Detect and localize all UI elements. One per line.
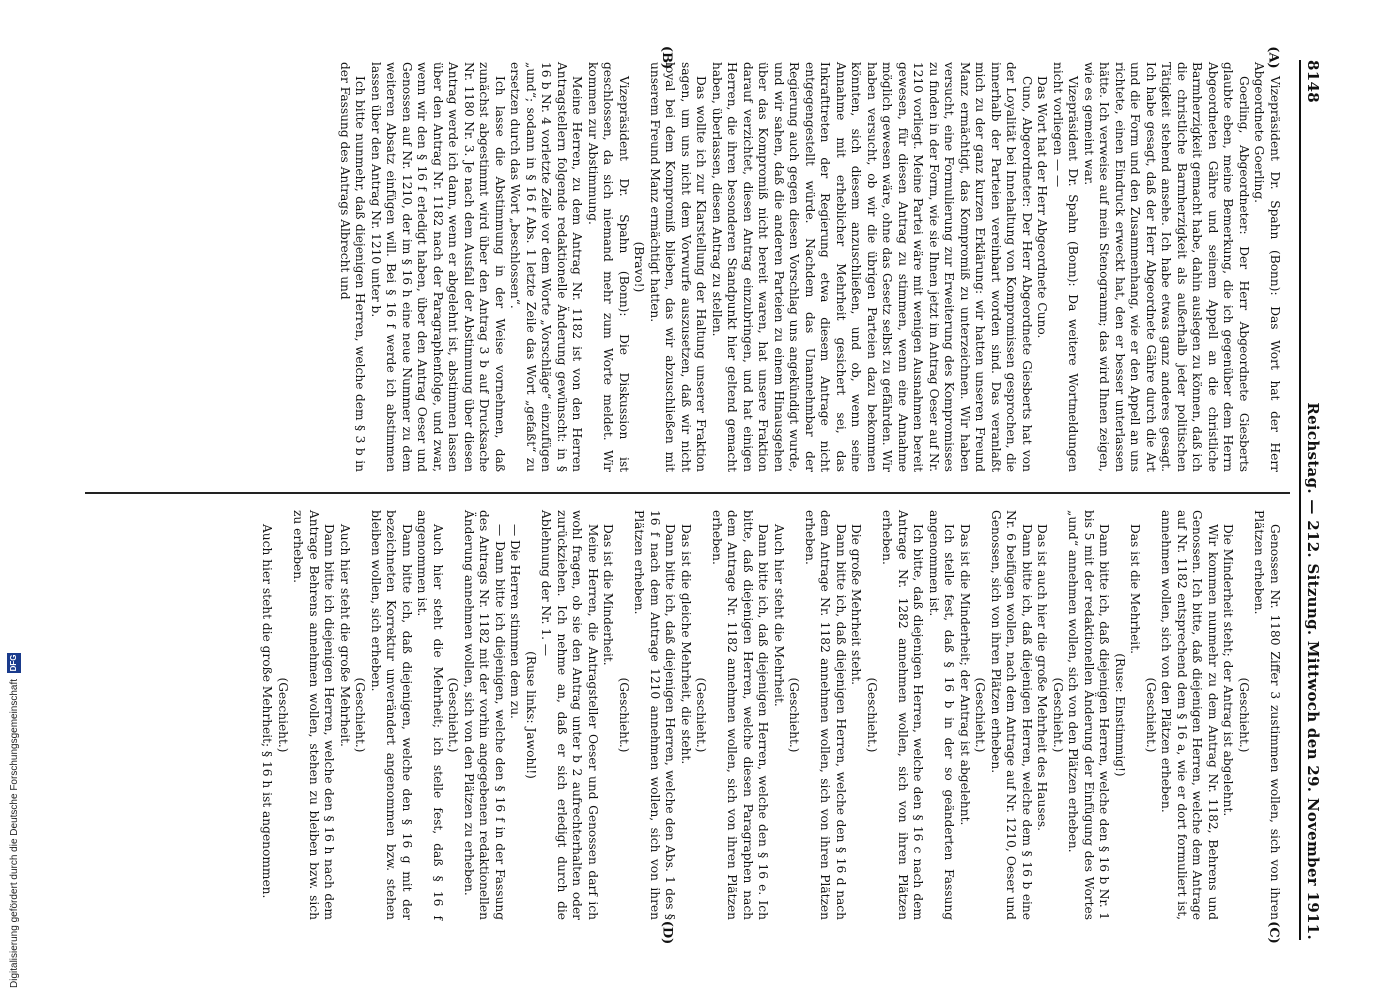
paragraph: Ich bitte nunmehr, daß diejenigen Herren, welche dem § 3 b in der Fassung des Antrags Albrecht und [338, 62, 368, 472]
paragraph: Das ist die Mehrheit. [1128, 524, 1143, 654]
paragraph: Die große Mehrheit steht. [849, 524, 864, 686]
left-column [337, 62, 1283, 472]
paragraph: Vizepräsident Dr. Spahn (Bonn): Da weitere Wortmeldungen nicht vorliegen — — [1051, 62, 1081, 472]
paragraph: (Geschieht.) [973, 677, 988, 753]
paragraph: Ich bitte, daß diejenigen Herren, welche den § 16 c nach dem Antrage Nr. 1282 annehmen wollen, sich von ihren Plätzen erheben. [880, 510, 926, 920]
paragraph: Dann bitte ich, daß diejenigen Herren, welche den § 16 d nach dem Antrage Nr. 1182 annehmen wollen, sich von ihren Plätzen erheben. [803, 510, 848, 920]
paragraph: (Bravo!) [632, 241, 647, 293]
paragraph: — Die Herren stimmen dem zu. [508, 524, 523, 719]
margin-marker-c: (C) [1265, 921, 1281, 944]
paragraph: Dann bitte ich, daß diejenigen, welche den § 16 g mit der bezeichneten Korrektur unverändert angenommen bzw. stehen bleiben wollen, sich erheben. [369, 510, 414, 920]
paragraph: Auch hier steht die große Mehrheit. [338, 524, 352, 747]
paragraph: Das ist die gleiche Mehrheit, die steht. [679, 524, 693, 765]
paragraph: (Ruse: Einstimmig!) [1113, 653, 1127, 777]
header-row [1299, 60, 1322, 940]
right-column [259, 510, 1282, 920]
paragraph: Ich lasse die Abstimmung in der Weise vornehmen, daß zunächst abgestimmt wird über den Antrag 3 b auf Drucksache Nr. 1180 Nr. 3. Je nach dem Ausfall der Abstimmung über diesen Antrag werde ich dann, wenn er abgelehnt ist, abstimmen lassen über den Antrag Nr. 1182 nach der Paragraphenfolge, und zwar, wenn wir den § 16 f erledigt haben, über den Antrag Oeser und Genossen auf Nr. 1210, der im § 16 h eine neue Nummer zu dem weiteren Absatz einfügen will. Bei § 16 f werde ich abstimmen lassen über den Antrag Nr. 1210 unter b. [369, 62, 507, 472]
header-title: Reichstag. — 212. Sitzung. Mittwoch den 29. November 1911. [1304, 402, 1322, 940]
paragraph: Dann bitte ich, daß diejenigen Herren, welche den § 16 b Nr. 1 bis 5 mit der redaktionellen Änderung der Einfügung des Wortes „und“ annehmen wollen, sich von den Plätzen erheben. [1066, 510, 1112, 920]
paragraph: (Geschieht.) [617, 677, 631, 753]
paragraph: Die Minderheit steht; der Antrag ist abgelehnt. [1221, 524, 1236, 817]
paragraph: (Geschieht.) [446, 677, 461, 753]
margin-marker-b: (B) [659, 45, 675, 70]
paragraph: Das Wort hat der Herr Abgeordnete Cuno. [1035, 76, 1050, 339]
paragraph: (Geschieht.) [865, 677, 879, 753]
paragraph: Auch hier steht die große Mehrheit; § 16 h ist angenommen. [260, 524, 275, 899]
paragraph: Meine Herren, die Antragsteller Oeser und Genossen darf ich wohl fragen, ob sie den Antrag unter b 2 aufrechterhalten oder zurückziehen. Ich nehme an, daß er sich erledigt durch die Ablehnung der Nr. 1. — [539, 510, 600, 920]
digitization-note [4, 0, 24, 1000]
digitization-text: Digitalisierung gefördert durch die Deutsche Forschungsgemeinschaft [8, 678, 20, 988]
paragraph: — Dann bitte ich diejenigen, welche den § 16 f in der Fassung des Antrags Nr. 1182 mit der vorhin angegebenen redaktionellen Änderung annehmen wollen, sich von den Plätzen zu erheben. [462, 510, 507, 920]
paragraph: Cuno, Abgeordneter: Der Herr Abgeordnete Giesberts hat von der Loyalität bei Innehaltung von Kompromissen gesprochen, die innerhalb der Parteien vereinbart worden sind. Das veranlaßt mich zu der ganz kurzen Erklärung: wir hatten unseren Freund Manz ermächtigt, das Kompromiß zu unterzeichnen. Wir haben versucht, eine Formulierung zur Erweiterung des Kompromisses zu finden in der Form, wie sie Ihnen jetzt im Antrag Oeser auf Nr. 1210 vorliegt. Meine Partei wäre mit wenigen Ausnahmen bereit gewesen, für diesen Antrag zu stimmen, wenn eine Annahme möglich gewesen wäre, ohne das Gesetz selbst zu gefährden. Wir haben versucht, ob wir die übrigen Parteien dazu bekommen könnten, sich diesem anzuschließen, und ob, wenn seine Annahme mit erheblicher Mehrheit gesichert sei, das Inkrafttreten der Regierung etwa diesem Antrage nicht entgegengestellt würde. Nachdem das Unannehmbar der Regierung auch gegen diesen Vorschlag uns angekündigt wurde, und wir sahen, daß die anderen Parteien zu einem Hinausgehen über das Kompromiß nicht bereit waren, hat unsere Fraktion darauf verzichtet, diesen Antrag einzubringen, und hat einigen Herren, die ihren besonderen Standpunkt hier geltend gemacht haben, überlassen, diesen Antrag zu stellen. [710, 62, 1034, 472]
paragraph: Dann bitte ich diejenigen Herren, welche den § 16 h nach dem Antrage Behrens annehmen wollen, stehen zu bleiben bzw. sich zu erheben. [291, 510, 337, 920]
paragraph: (Geschieht.) [1051, 677, 1065, 753]
paragraph: (Geschieht.) [1144, 677, 1158, 753]
paragraph: (Geschieht.) [787, 677, 802, 753]
paragraph: Das ist die Minderheit; der Antrag ist abgelehnt. [958, 524, 972, 826]
margin-marker-a: (A) [1265, 46, 1281, 69]
paragraph: Das ist auch hier die große Mehrheit des Hauses. [1035, 524, 1050, 831]
paragraph: Wir kommen nunmehr zu dem Antrag Nr. 1182, Behrens und Genossen. Ich bitte, daß diejenigen Herren, welche dem Antrage auf Nr. 1182 entsprechend dem § 16 a, wie er dort formuliert ist, annehmen wollen, sich von den Plätzen erheben. [1159, 510, 1220, 920]
paragraph: Goerling, Abgeordneter: Der Herr Abgeordnete Giesberts glaubte eben, meine Bemerkung, die ich gegenüber dem Herrn Abgeordneten Gähre und seinem Appell an die christliche Barmherzigkeit gemacht habe, dahin auslegen zu können, daß ich die christliche Barmherzigkeit als außerhalb jeder politischen Tätigkeit stehend ansehe. Ich habe etwas ganz anderes gesagt. Ich habe gesagt, daß der Herr Abgeordnete Gähre durch die Art und die Form und den Zusammenhang, wie er den Appell an uns richtete, einen Eindruck erweckt hat, den er besser unterlassen hätte. Ich verweise auf mein Stenogramm; das wird Ihnen zeigen, wie es gemeint war. [1082, 62, 1251, 472]
paragraph: Auch hier steht die Mehrheit. [772, 524, 786, 707]
paragraph: (Geschieht.) [353, 677, 368, 753]
paragraph: (Geschieht.) [276, 677, 290, 753]
column-divider [85, 492, 1290, 494]
paragraph: (Ruse links: Jawohl!) [524, 651, 538, 779]
page-header [1299, 60, 1322, 940]
paragraph: Ich stelle fest, daß § 16 b in der so geänderten Fassung angenommen ist. [927, 510, 957, 920]
paragraph: Auch hier steht die Mehrheit; ich stelle fest, daß § 16 f angenommen ist. [415, 510, 445, 920]
paragraph: (Geschieht.) [694, 677, 709, 753]
paragraph: Dann bitte ich, daß diejenigen Herren, welche den § 16 e. Ich bitte, daß diejenigen Herren, welche diesen Paragraphen nach dem Antrage Nr. 1182 annehmen wollen, sich von ihren Plätzen erheben. [710, 510, 771, 920]
paragraph: Dann bitte ich, daß diejenigen Herren, welche dem § 16 b eine Nr. 6 beifügen wollen, nach dem Antrage auf Nr. 1210, Oeser und Genossen, sich von ihren Plätzen erheben. [989, 510, 1034, 920]
paragraph: Vizepräsident Dr. Spahn (Bonn): Das Wort hat der Herr Abgeordnete Goerling. [1252, 62, 1282, 472]
paragraph: (Geschieht.) [1237, 677, 1251, 753]
paragraph: Das ist die Minderheit. [601, 524, 616, 666]
dfg-logo: DFG [7, 653, 21, 673]
paragraph: Dann bitte ich, daß diejenigen Herren, welche den Abs. 1 des § 16 f nach dem Antrage 1210 annehmen wollen, sich von ihren Plätzen erheben. [632, 510, 678, 920]
paragraph: Das wollte ich zur Klarstellung der Haltung unserer Fraktion sagen, um uns nicht dem Vorwurfe auszusetzen, daß wir nicht loyal bei dem Kompromiß blieben, das wir abzuschließen mit unserem Freund Manz ermächtigt hatten. [648, 62, 709, 472]
paragraph: Vizepräsident Dr. Spahn (Bonn): Die Diskussion ist geschlossen, da sich niemand mehr zum Worte meldet. Wir kommen zur Abstimmung. [586, 62, 631, 472]
page-number: 8148 [1304, 60, 1322, 103]
margin-marker-d: (D) [659, 920, 675, 945]
paragraph: Genossen Nr. 1180 Ziffer 3 zustimmen wollen, sich von ihren Plätzen erheben. [1252, 510, 1282, 920]
paragraph: Meine Herren, zu dem Antrag Nr. 1182 ist von den Herren Antragstellern folgende redaktionelle Änderung gewünscht: in § 16 b Nr. 4 vorletzte Zeile vor dem Worte „Vorschläge“ einzufügen „und“; sodann in § 16 f Abs. 1 letzte Zeile das Wort „gefaßt“ zu ersetzen durch das Wort „beschlossen“. [508, 62, 585, 472]
